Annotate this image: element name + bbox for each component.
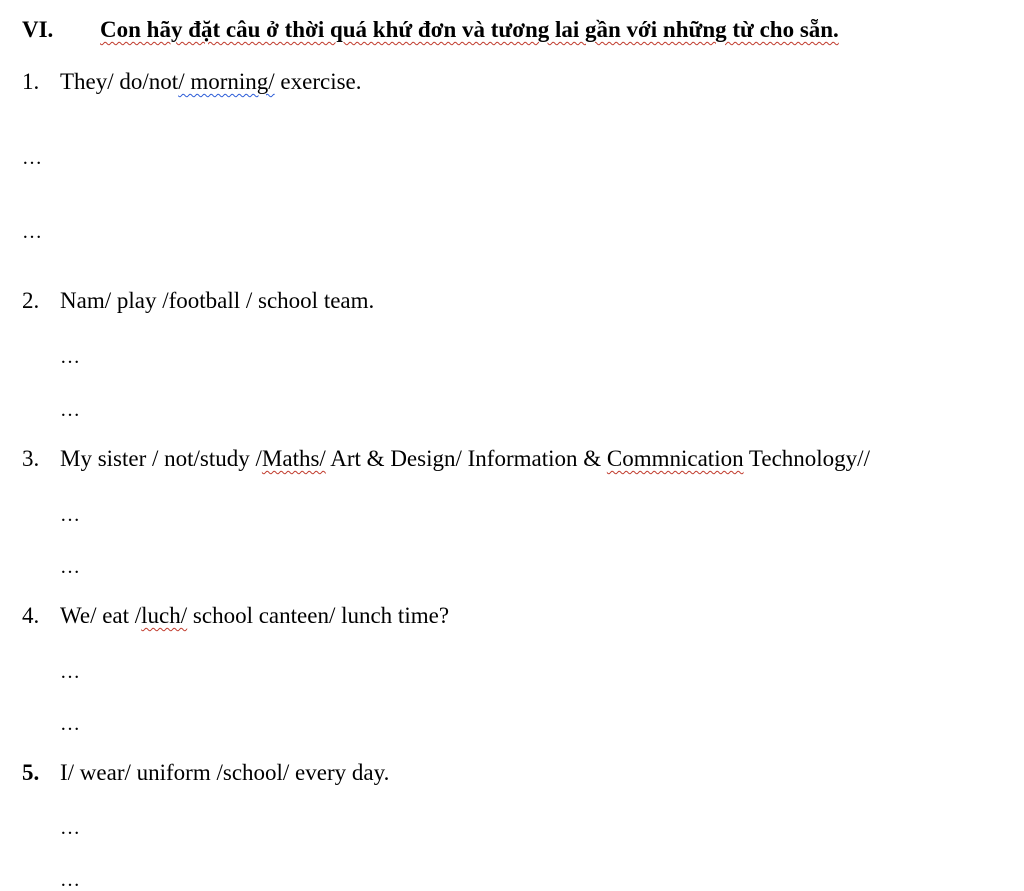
question-4-text: We/ eat /luch/ school canteen/ lunch time? — [60, 603, 450, 628]
question-4-number: 4. — [22, 603, 40, 628]
question-2-number: 2. — [22, 288, 40, 313]
question-3-number: 3. — [22, 446, 40, 471]
answer-line-5b[interactable]: … — [60, 869, 81, 891]
question-1-text: They/ do/not/ morning/ exercise. — [60, 69, 362, 94]
answer-line-5a[interactable]: … — [60, 817, 81, 839]
question-5-text: I/ wear/ uniform /school/ every day. — [60, 760, 390, 785]
question-2-text: Nam/ play /football / school team. — [60, 288, 375, 313]
answer-line-4b[interactable]: … — [60, 713, 81, 735]
answer-line-1b[interactable]: … — [22, 221, 43, 243]
answer-line-2a[interactable]: … — [60, 346, 81, 368]
question-1-number: 1. — [22, 69, 40, 94]
section-number: VI. — [22, 17, 54, 42]
question-3-text: My sister / not/study /Maths/ Art & Design/ Information & Commnication Technology// — [60, 446, 870, 471]
answer-line-2b[interactable]: … — [60, 399, 81, 421]
section-instruction: Con hãy đặt câu ở thời quá khứ đơn và tương lai gần với những từ cho sẵn. — [100, 17, 839, 42]
answer-line-4a[interactable]: … — [60, 661, 81, 683]
answer-line-1a[interactable]: … — [22, 147, 43, 169]
answer-line-3a[interactable]: … — [60, 504, 81, 526]
answer-line-3b[interactable]: … — [60, 556, 81, 578]
question-5-number: 5. — [22, 760, 40, 785]
